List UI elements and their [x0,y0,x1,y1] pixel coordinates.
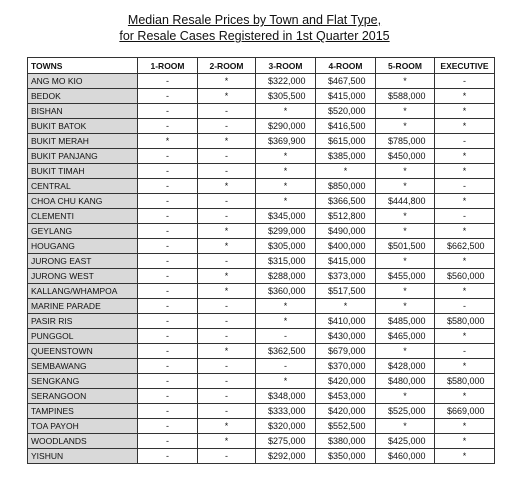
cell-1-room: - [138,209,198,224]
cell-5-room: $450,000 [376,149,435,164]
cell-2-room: - [198,314,256,329]
cell-4-room: $552,500 [316,419,376,434]
cell-3-room: * [256,374,316,389]
cell-2-room: - [198,404,256,419]
cell-executive: $662,500 [435,239,495,254]
cell-town: WOODLANDS [28,434,138,449]
column-header-4-room: 4-ROOM [316,58,376,74]
cell-town: SEMBAWANG [28,359,138,374]
cell-1-room: - [138,254,198,269]
cell-executive: * [435,89,495,104]
cell-5-room: $428,000 [376,359,435,374]
cell-5-room: $460,000 [376,449,435,464]
table-row [28,254,495,269]
cell-town: BISHAN [28,104,138,119]
cell-2-room: - [198,119,256,134]
table-row [28,194,495,209]
cell-4-room: $512,800 [316,209,376,224]
cell-5-room: * [376,389,435,404]
cell-5-room: * [376,74,435,89]
cell-5-room: * [376,224,435,239]
table-row [28,449,495,464]
cell-4-room: $850,000 [316,179,376,194]
cell-2-room: * [198,74,256,89]
cell-4-room: $467,500 [316,74,376,89]
cell-4-room: $415,000 [316,89,376,104]
cell-2-room: * [198,179,256,194]
table-row [28,224,495,239]
cell-executive: - [435,209,495,224]
cell-2-room: * [198,134,256,149]
table-row [28,359,495,374]
cell-3-room: * [256,314,316,329]
cell-executive: * [435,224,495,239]
cell-town: KALLANG/WHAMPOA [28,284,138,299]
cell-executive: * [435,419,495,434]
cell-3-room: - [256,359,316,374]
cell-1-room: - [138,89,198,104]
cell-4-room: $430,000 [316,329,376,344]
cell-5-room: * [376,209,435,224]
cell-3-room: $345,000 [256,209,316,224]
cell-1-room: * [138,134,198,149]
cell-1-room: - [138,149,198,164]
cell-town: TAMPINES [28,404,138,419]
cell-executive: - [435,134,495,149]
cell-3-room: * [256,149,316,164]
cell-town: GEYLANG [28,224,138,239]
cell-executive: * [435,164,495,179]
cell-1-room: - [138,344,198,359]
table-row [28,419,495,434]
cell-town: BUKIT BATOK [28,119,138,134]
cell-1-room: - [138,164,198,179]
table-row [28,149,495,164]
column-header-5-room: 5-ROOM [376,58,435,74]
cell-1-room: - [138,179,198,194]
cell-1-room: - [138,74,198,89]
cell-5-room: * [376,179,435,194]
cell-2-room: * [198,344,256,359]
cell-1-room: - [138,404,198,419]
cell-3-room: $275,000 [256,434,316,449]
cell-3-room: $360,000 [256,284,316,299]
table-row [28,344,495,359]
cell-3-room: $305,500 [256,89,316,104]
table-row [28,164,495,179]
cell-4-room: $350,000 [316,449,376,464]
cell-4-room: $380,000 [316,434,376,449]
cell-5-room: * [376,164,435,179]
cell-town: CLEMENTI [28,209,138,224]
cell-1-room: - [138,434,198,449]
cell-executive: * [435,194,495,209]
table-row [28,374,495,389]
header-row [28,58,495,74]
cell-4-room: $385,000 [316,149,376,164]
cell-1-room: - [138,314,198,329]
cell-executive: - [435,299,495,314]
cell-executive: * [435,119,495,134]
cell-1-room: - [138,104,198,119]
cell-2-room: - [198,449,256,464]
table-row [28,104,495,119]
cell-town: MARINE PARADE [28,299,138,314]
table-row [28,434,495,449]
column-header-towns: TOWNS [28,58,138,74]
cell-executive: * [435,329,495,344]
cell-town: HOUGANG [28,239,138,254]
table-row [28,299,495,314]
cell-2-room: - [198,359,256,374]
cell-2-room: - [198,104,256,119]
cell-executive: * [435,284,495,299]
cell-town: TOA PAYOH [28,419,138,434]
cell-4-room: $366,500 [316,194,376,209]
cell-town: QUEENSTOWN [28,344,138,359]
cell-5-room: $455,000 [376,269,435,284]
table-body [28,74,495,464]
column-header-1-room: 1-ROOM [138,58,198,74]
cell-5-room: $444,800 [376,194,435,209]
cell-4-room: $420,000 [316,374,376,389]
cell-executive: - [435,179,495,194]
table-row [28,179,495,194]
cell-5-room: * [376,284,435,299]
title-line-1: Median Resale Prices by Town and Flat Type, [127,13,382,27]
table-row [28,89,495,104]
cell-4-room: $490,000 [316,224,376,239]
cell-town: PUNGGOL [28,329,138,344]
table-row [28,134,495,149]
resale-price-table [27,57,495,464]
cell-town: SENGKANG [28,374,138,389]
cell-3-room: $333,000 [256,404,316,419]
table-row [28,269,495,284]
title-line-2: for Resale Cases Registered in 1st Quarter 2015 [119,29,390,43]
column-header-executive: EXECUTIVE [435,58,495,74]
table-row [28,239,495,254]
table-row [28,404,495,419]
cell-5-room: $785,000 [376,134,435,149]
cell-2-room: - [198,374,256,389]
cell-2-room: - [198,299,256,314]
cell-5-room: $501,500 [376,239,435,254]
cell-2-room: * [198,224,256,239]
cell-1-room: - [138,269,198,284]
cell-2-room: - [198,164,256,179]
cell-executive: $580,000 [435,374,495,389]
cell-5-room: $425,000 [376,434,435,449]
cell-town: JURONG EAST [28,254,138,269]
cell-2-room: * [198,239,256,254]
cell-4-room: $517,500 [316,284,376,299]
cell-3-room: - [256,329,316,344]
cell-5-room: $480,000 [376,374,435,389]
cell-executive: * [435,449,495,464]
cell-3-room: * [256,179,316,194]
cell-3-room: * [256,299,316,314]
cell-3-room: $292,000 [256,449,316,464]
table-row [28,209,495,224]
cell-executive: * [435,359,495,374]
cell-2-room: - [198,254,256,269]
cell-5-room: * [376,119,435,134]
cell-town: CENTRAL [28,179,138,194]
cell-1-room: - [138,329,198,344]
cell-town: YISHUN [28,449,138,464]
cell-4-room: $420,000 [316,404,376,419]
cell-executive: * [435,254,495,269]
cell-3-room: $362,500 [256,344,316,359]
cell-4-room: $679,000 [316,344,376,359]
cell-executive: $669,000 [435,404,495,419]
cell-2-room: * [198,419,256,434]
cell-executive: * [435,104,495,119]
cell-2-room: * [198,269,256,284]
cell-executive: - [435,344,495,359]
cell-4-room: $416,500 [316,119,376,134]
cell-executive: * [435,434,495,449]
cell-3-room: $369,900 [256,134,316,149]
cell-town: JURONG WEST [28,269,138,284]
cell-5-room: * [376,419,435,434]
table-row [28,314,495,329]
cell-2-room: * [198,89,256,104]
cell-2-room: * [198,284,256,299]
cell-4-room: $415,000 [316,254,376,269]
table-row [28,389,495,404]
cell-3-room: * [256,164,316,179]
cell-town: BUKIT MERAH [28,134,138,149]
cell-5-room: * [376,104,435,119]
cell-3-room: * [256,194,316,209]
cell-4-room: * [316,164,376,179]
cell-2-room: * [198,434,256,449]
cell-3-room: $288,000 [256,269,316,284]
cell-executive: $580,000 [435,314,495,329]
cell-1-room: - [138,239,198,254]
cell-3-room: $290,000 [256,119,316,134]
cell-1-room: - [138,224,198,239]
cell-5-room: $465,000 [376,329,435,344]
cell-town: CHOA CHU KANG [28,194,138,209]
cell-town: BUKIT TIMAH [28,164,138,179]
cell-5-room: $588,000 [376,89,435,104]
table-row [28,329,495,344]
cell-4-room: $453,000 [316,389,376,404]
cell-1-room: - [138,419,198,434]
cell-3-room: $299,000 [256,224,316,239]
column-header-3-room: 3-ROOM [256,58,316,74]
cell-1-room: - [138,359,198,374]
cell-1-room: - [138,284,198,299]
cell-2-room: - [198,209,256,224]
cell-5-room: * [376,344,435,359]
cell-4-room: $615,000 [316,134,376,149]
cell-3-room: $348,000 [256,389,316,404]
cell-1-room: - [138,389,198,404]
page-title [0,12,509,44]
table-row [28,284,495,299]
cell-town: PASIR RIS [28,314,138,329]
cell-5-room: * [376,299,435,314]
cell-executive: - [435,74,495,89]
cell-5-room: $525,000 [376,404,435,419]
cell-executive: $560,000 [435,269,495,284]
table-header [28,58,495,74]
cell-4-room: * [316,299,376,314]
cell-5-room: $485,000 [376,314,435,329]
cell-3-room: $322,000 [256,74,316,89]
cell-3-room: $320,000 [256,419,316,434]
cell-town: ANG MO KIO [28,74,138,89]
cell-2-room: - [198,149,256,164]
cell-3-room: $305,000 [256,239,316,254]
cell-2-room: - [198,194,256,209]
cell-1-room: - [138,374,198,389]
cell-executive: * [435,389,495,404]
cell-town: BUKIT PANJANG [28,149,138,164]
cell-4-room: $370,000 [316,359,376,374]
cell-1-room: - [138,299,198,314]
cell-1-room: - [138,194,198,209]
cell-town: BEDOK [28,89,138,104]
cell-1-room: - [138,449,198,464]
cell-4-room: $400,000 [316,239,376,254]
cell-executive: * [435,149,495,164]
cell-4-room: $520,000 [316,104,376,119]
cell-3-room: * [256,104,316,119]
table-row [28,74,495,89]
cell-5-room: * [376,254,435,269]
column-header-2-room: 2-ROOM [198,58,256,74]
cell-3-room: $315,000 [256,254,316,269]
cell-2-room: - [198,329,256,344]
cell-town: SERANGOON [28,389,138,404]
cell-2-room: - [198,389,256,404]
table-row [28,119,495,134]
cell-4-room: $410,000 [316,314,376,329]
cell-1-room: - [138,119,198,134]
cell-4-room: $373,000 [316,269,376,284]
